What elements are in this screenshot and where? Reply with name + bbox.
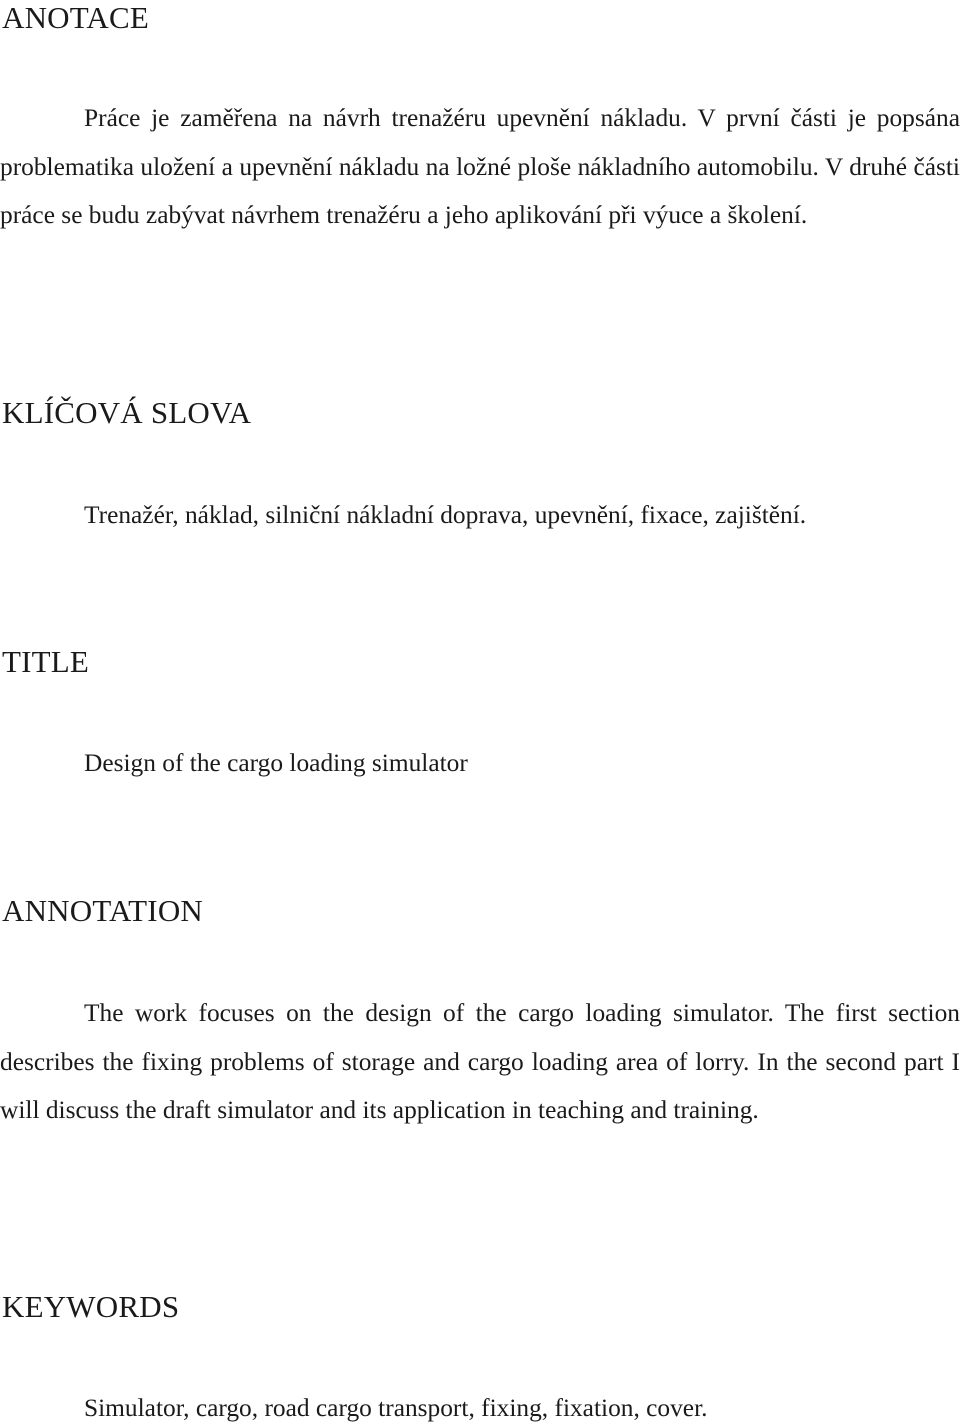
- keywords-heading: KEYWORDS: [2, 1289, 180, 1324]
- anotace-paragraph: Práce je zaměřena na návrh trenažéru upevnění nákladu. V první části je popsána problematika uložení a upevnění nákladu na ložné ploše nákladního automobilu. V druhé části práce se budu zabývat návrhem trenažéru a jeho aplikování při výuce a školení.: [0, 104, 960, 229]
- annotation-paragraph: The work focuses on the design of the cargo loading simulator. The first section describes the fixing problems of storage and cargo loading area of lorry. In the second part I will discuss the draft simulator and its application in teaching and training.: [0, 999, 960, 1124]
- title-text: Design of the cargo loading simulator: [84, 749, 468, 777]
- klicova-slova-heading: KLÍČOVÁ SLOVA: [2, 395, 252, 430]
- klicova-slova-text: Trenažér, náklad, silniční nákladní doprava, upevnění, fixace, zajištění.: [84, 501, 807, 529]
- annotation-heading: ANNOTATION: [2, 893, 203, 928]
- keywords-text: Simulator, cargo, road cargo transport, fixing, fixation, cover.: [84, 1394, 708, 1422]
- title-heading: TITLE: [2, 644, 90, 679]
- anotace-heading: ANOTACE: [2, 0, 150, 35]
